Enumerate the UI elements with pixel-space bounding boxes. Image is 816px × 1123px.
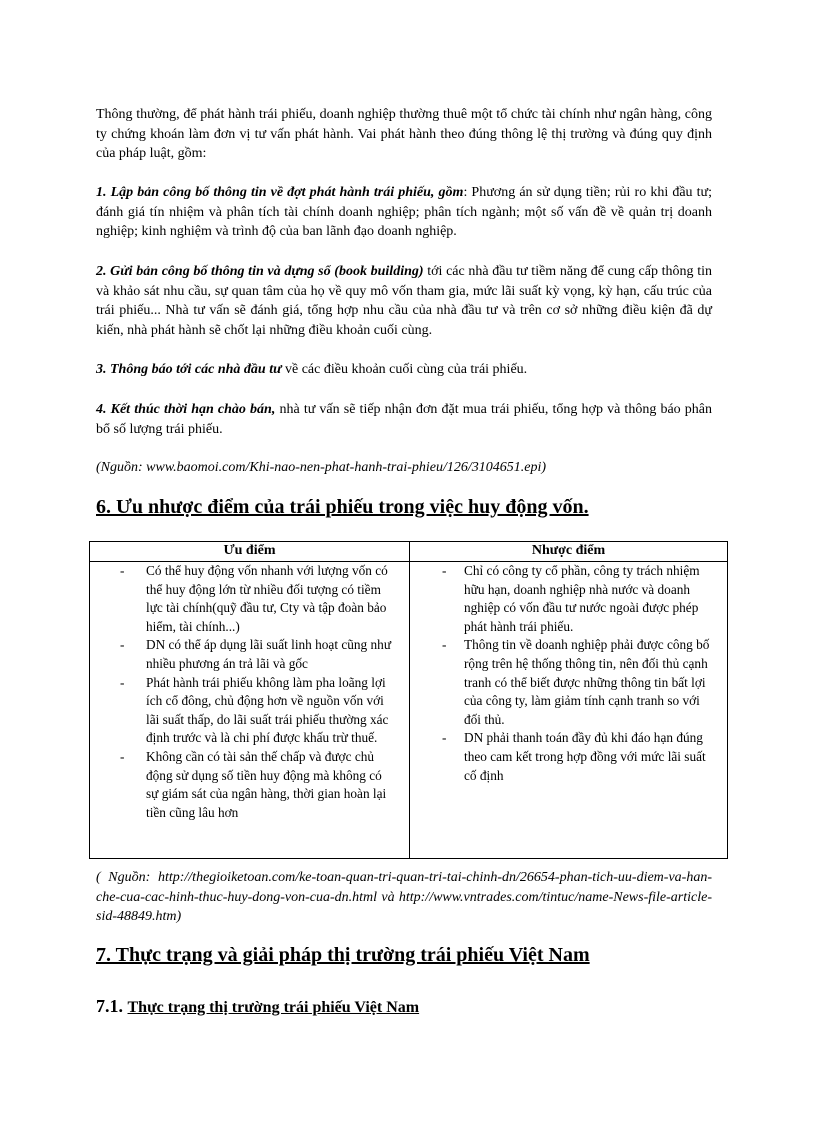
intro-paragraph: Thông thường, để phát hành trái phiếu, doanh nghiệp thường thuê một tổ chức tài chính như ngân hàng, công ty chứng khoán làm đơn vị tư vấn phát hành. Vai phát hành theo đúng thông lệ thị trường và đúng quy định của pháp luật, gồm: <box>96 107 712 162</box>
pros-item-text: Có thể huy động vốn nhanh với lượng vốn có thể huy động lớn từ nhiều đối tượng có tiềm lực tài chính(quỹ đầu tư, Cty và tập đoàn bảo hiểm, tài chính...) <box>146 563 388 634</box>
pros-cell <box>90 562 410 859</box>
pros-cons-table <box>89 541 728 859</box>
step-3-title: 3. Thông báo tới các nhà đầu tư <box>96 362 282 377</box>
step-4-text: nhà tư vấn sẽ tiếp nhận đơn đặt mua trái phiếu, tổng hợp và thông báo phân bổ số lượng trái phiếu. <box>96 402 713 437</box>
pros-item-text: Phát hành trái phiếu không làm pha loãng lợi ích cổ đông, chủ động hơn về nguồn vốn với lãi suất thấp, do lãi suất trái phiếu thường xác định trước và là chi phí được khấu trừ thuế. <box>146 674 389 746</box>
pros-item <box>90 562 409 636</box>
step-4-title: 4. Kết thúc thời hạn chào bán, <box>96 402 276 417</box>
section-7-1-number: 7.1. <box>96 996 128 1016</box>
cons-item <box>410 729 727 785</box>
dash-bullet: - <box>120 637 125 653</box>
pros-header: Ưu điểm <box>90 542 410 562</box>
step-1-text: : Phương án sử dụng tiền; rủi ro khi đầu tư; đánh giá tín nhiệm và phân tích tài chính doanh nghiệp; phân tích ngành; một số vấn đề về quản trị doanh nghiệp; kinh nghiệm và trình độ của ban lãnh đạo doanh nghiệp. <box>96 185 713 240</box>
dash-bullet: - <box>120 563 125 578</box>
pros-item <box>90 636 409 673</box>
step-2-title: 2. Gửi bản công bố thông tin và dựng sổ (book building) <box>96 264 424 279</box>
step-2-paragraph <box>96 262 712 340</box>
step-2-text: tới các nhà đầu tư tiềm năng để cung cấp thông tin và khảo sát nhu cầu, sự quan tâm của họ về quy mô vốn tham gia, mức lãi suất kỳ vọng, kỳ hạn, cấu trúc của trái phiếu... Nhà tư vấn sẽ đánh giá, tổng hợp nhu cầu của nhà đầu tư và trên cơ sở những điều kiện đã dự kiến, nhà phát hành sẽ chốt lại những điều khoản cuối cùng. <box>96 264 712 338</box>
step-4-paragraph <box>96 400 712 439</box>
source-note-1: (Nguồn: www.baomoi.com/Khi-nao-nen-phat-hanh-trai-phieu/126/3104651.epi) <box>96 460 547 475</box>
section-7-1-heading <box>96 996 419 1018</box>
pros-item-text: DN có thể áp dụng lãi suất linh hoạt cũng như nhiều phương án trả lãi và gốc <box>146 637 392 671</box>
cons-header: Nhược điểm <box>410 542 728 562</box>
dash-bullet: - <box>442 730 447 746</box>
cons-item-text: DN phải thanh toán đầy đủ khi đáo hạn đúng theo cam kết trong hợp đồng với mức lãi suất cố định <box>464 730 706 783</box>
dash-bullet: - <box>442 563 447 578</box>
section-7-heading: 7. Thực trạng và giải pháp thị trường trái phiếu Việt Nam <box>96 944 590 966</box>
pros-item <box>90 748 409 822</box>
pros-item <box>90 674 409 748</box>
source-note-2: ( Nguồn: http://thegioiketoan.com/ke-toan-quan-tri-quan-tri-tai-chinh-dn/26654-phan-tich-uu-diem-va-han-che-cua-cac-hinh-thuc-huy-dong-von-cua-dn.html và http://www.vntrades.com/tintuc/name-News-file-article-sid-48849.htm) <box>96 870 712 925</box>
cons-list <box>410 562 727 785</box>
dash-bullet: - <box>120 748 125 764</box>
section-6-heading: 6. Ưu nhược điểm của trái phiếu trong việc huy động vốn. <box>96 496 589 518</box>
dash-bullet: - <box>120 674 125 690</box>
section-7-1-title: Thực trạng thị trường trái phiếu Việt Nam <box>127 999 420 1016</box>
step-1-title: 1. Lập bản công bố thông tin về đợt phát hành trái phiếu, gồm <box>96 185 464 200</box>
step-1-paragraph <box>96 183 712 242</box>
cons-item-text: Chỉ có công ty cổ phần, công ty trách nhiệm hữu hạn, doanh nghiệp nhà nước và doanh nghiệp có vốn đầu tư nước ngoài được phép phát hành trái phiếu. <box>464 563 700 634</box>
step-3-text: về các điều khoản cuối cùng của trái phiếu. <box>281 362 528 377</box>
pros-list <box>90 562 409 822</box>
cons-item <box>410 636 727 729</box>
cons-cell <box>410 562 728 859</box>
step-3-paragraph <box>96 360 712 380</box>
dash-bullet: - <box>442 637 447 653</box>
cons-item <box>410 562 727 636</box>
cons-item-text: Thông tin về doanh nghiệp phải được công bố rộng trên hệ thống thông tin, nên đối thủ cạnh tranh có thể biết được những thông tin bất lợi của công ty, làm giảm tính cạnh tranh so với đối thủ. <box>464 637 710 727</box>
pros-item-text: Không cần có tài sản thế chấp và được chủ động sử dụng số tiền huy động mà không có sự giám sát của ngân hàng, thời gian hoàn lại tiền cũng lâu hơn <box>146 748 387 820</box>
